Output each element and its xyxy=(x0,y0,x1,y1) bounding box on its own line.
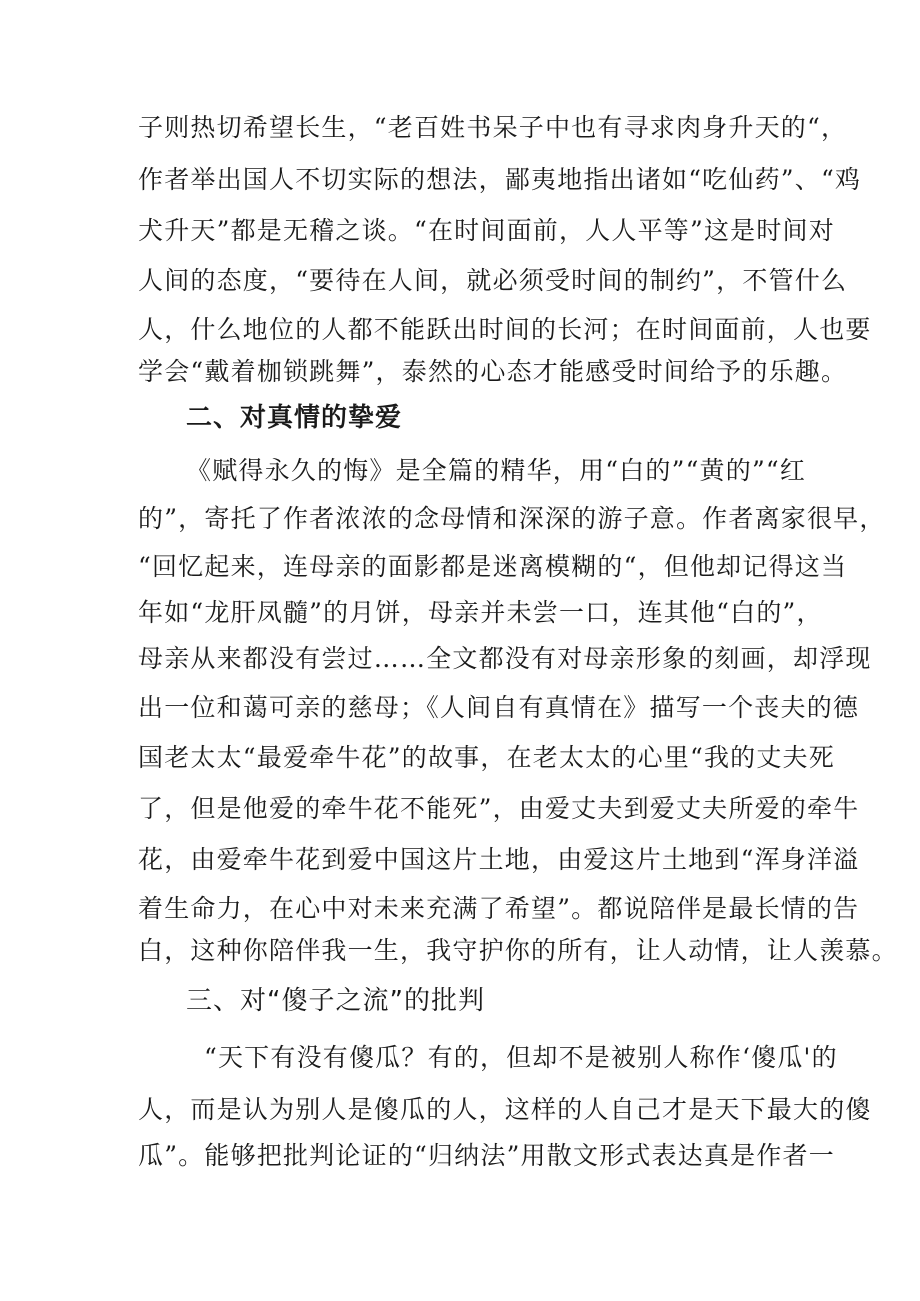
paragraph-line: 子则热切希望长生，“老百姓书呆子中也有寻求肉身升天的“， xyxy=(138,113,848,142)
paragraph-line: 人，而是认为别人是傻瓜的人，这样的人自己才是天下最大的傻 xyxy=(138,1095,872,1124)
paragraph-line: 着生命力，在心中对未来充满了希望”。都说陪伴是最长情的告 xyxy=(138,894,860,923)
paragraph-line: 《赋得永久的悔》是全篇的精华，用“白的”“黄的”“红 xyxy=(186,456,807,485)
paragraph-line: 犬升天”都是无稽之谈。“在时间面前，人人平等”这是时间对 xyxy=(138,216,835,245)
paragraph-line: 的”，寄托了作者浓浓的念母情和深深的游子意。作者离家很早， xyxy=(138,504,886,533)
paragraph-line: 人，什么地位的人都不能跃出时间的长河；在时间面前，人也要 xyxy=(138,315,872,344)
paragraph-line: 出一位和蔼可亲的慈母；《人间自有真情在》描写一个丧夫的德 xyxy=(138,693,860,722)
paragraph-line: 白，这种你陪伴我一生，我守护你的所有，让人动情，让人羡慕。 xyxy=(138,936,898,965)
section-heading: 二、对真情的挚爱 xyxy=(186,403,403,433)
paragraph-line: 了，但是他爱的牵牛花不能死”，由爱丈夫到爱丈夫所爱的牵牛 xyxy=(138,794,860,823)
paragraph-line: 作者举出国人不切实际的想法，鄙夷地指出诸如“吃仙药”、“鸡 xyxy=(138,165,862,194)
paragraph-line: 年如“龙肝凤髓”的月饼，母亲并未尝一口，连其他“白的”， xyxy=(138,598,823,627)
paragraph-line: 母亲从来都没有尝过……全文都没有对母亲形象的刻画，却浮现 xyxy=(138,644,872,673)
paragraph-line: “天下有没有傻瓜？有的，但却不是被别人称作‘傻瓜'的 xyxy=(204,1043,838,1072)
paragraph-line: “回忆起来，连母亲的面影都是迷离模糊的“，但他却记得这当 xyxy=(138,552,848,581)
paragraph-line: 人间的态度，“要待在人间，就必须受时间的制约”，不管什么 xyxy=(138,266,848,295)
paragraph-line: 花，由爱牵牛花到爱中国这片土地，由爱这片土地到“浑身洋溢 xyxy=(138,845,860,874)
paragraph-line: 国老太太“最爱牵牛花”的故事，在老太太的心里“我的丈夫死 xyxy=(138,743,835,772)
paragraph-line: 学会“戴着枷锁跳舞”，泰然的心态才能感受时间给予的乐趣。 xyxy=(138,357,848,386)
section-heading: 三、对“傻子之流”的批判 xyxy=(186,986,485,1016)
paragraph-line: 瓜”。能够把批判论证的“归纳法”用散文形式表达真是作者一 xyxy=(138,1141,835,1170)
